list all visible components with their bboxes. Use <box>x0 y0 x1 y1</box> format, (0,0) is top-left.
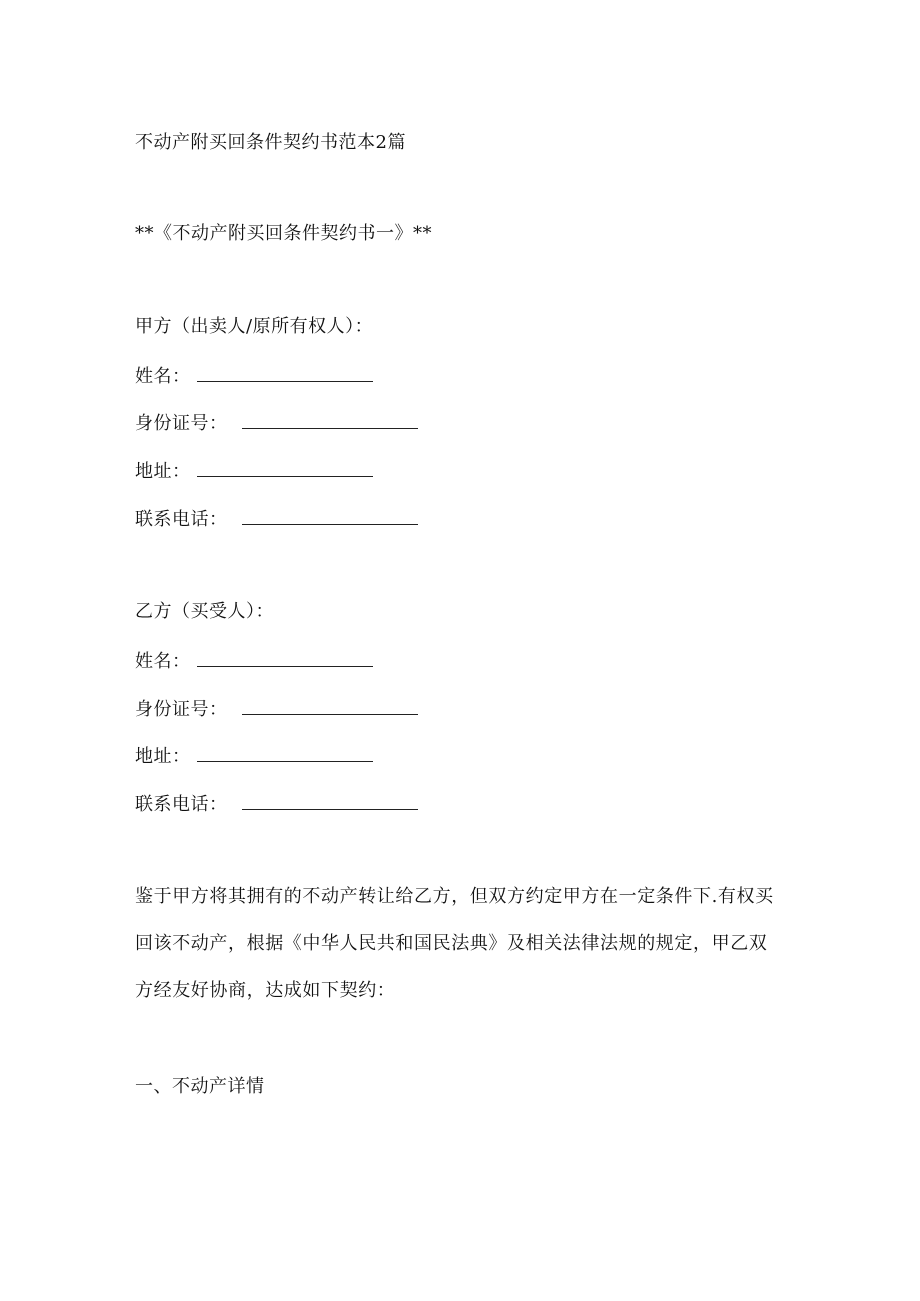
party-b-phone-blank <box>242 791 418 810</box>
contract-subtitle: **《不动产附买回条件契约书一》** <box>135 223 432 244</box>
party-a-name-blank <box>197 363 373 382</box>
party-a-heading: 甲方（出卖人/原所有权人）： <box>135 316 374 337</box>
document-title: 不动产附买回条件契约书范本2篇 <box>135 132 406 153</box>
party-a-phone-blank <box>242 506 418 525</box>
party-a-address-label: 地址： <box>135 461 191 482</box>
party-b-address-blank <box>197 743 373 762</box>
party-b-address-label: 地址： <box>135 746 191 767</box>
party-a-name-row <box>135 363 373 389</box>
party-a-address-row <box>135 458 373 484</box>
party-b-id-row <box>135 696 418 722</box>
party-a-id-blank <box>242 410 418 429</box>
party-b-name-row <box>135 648 373 674</box>
party-a-phone-row <box>135 506 418 532</box>
party-b-id-blank <box>242 696 418 715</box>
party-b-heading: 乙方（买受人）： <box>135 601 274 622</box>
party-a-id-label: 身份证号： <box>135 413 228 434</box>
preamble-paragraph: 鉴于甲方将其拥有的不动产转让给乙方，但双方约定甲方在一定条件下.有权买回该不动产，根据《中华人民共和国民法典》及相关法律法规的规定，甲乙双方经友好协商，达成如下契约： <box>135 886 774 1001</box>
party-b-phone-row <box>135 791 418 817</box>
section-1-heading: 一、不动产详情 <box>135 1076 265 1097</box>
party-a-phone-label: 联系电话： <box>135 509 228 530</box>
party-a-name-label: 姓名： <box>135 366 191 387</box>
party-a-id-row <box>135 410 418 436</box>
party-b-address-row <box>135 743 373 769</box>
party-b-name-blank <box>197 648 373 667</box>
party-a-address-blank <box>197 458 373 477</box>
party-b-name-label: 姓名： <box>135 651 191 672</box>
party-b-phone-label: 联系电话： <box>135 794 228 815</box>
party-b-id-label: 身份证号： <box>135 699 228 720</box>
